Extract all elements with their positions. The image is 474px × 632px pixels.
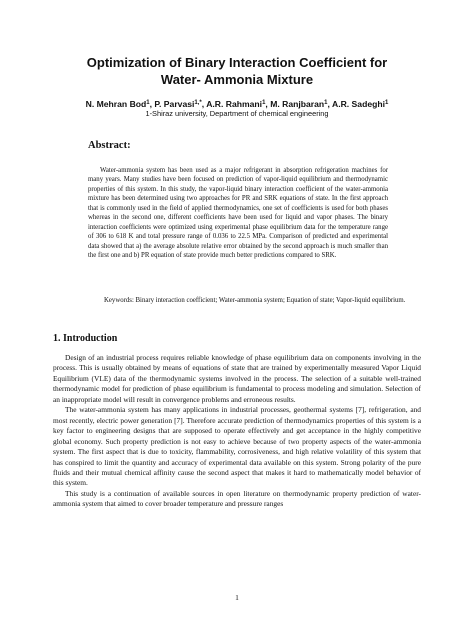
title-line-1: Optimization of Binary Interaction Coefficient for (86, 55, 388, 70)
author-affil-mark: 1 (262, 100, 266, 106)
author-list: N. Mehran Bod$^1$, P. Parvasi$^{1,*}$, A.R. Rahmani$^1$, M. Ranjbaran$^1$, A.R. Sadeghi$^1$ (85, 99, 389, 109)
author-name: P. Parvasi (154, 99, 195, 109)
title-line-2: Water- Ammonia Mixture (160, 72, 314, 87)
abstract-heading: Abstract: (88, 140, 131, 151)
author-name: A.R. Sadeghi (331, 99, 385, 109)
paper-title (40, 54, 434, 88)
author-name: A.R. Rahmani (206, 99, 263, 109)
abstract-text: Water-ammonia system has been used as a major refrigerant in absorption refrigeration machines for many years. Many studies have been focused on prediction of vapor-liquid equilibrium and thermodynamic properties of this system. In this study, the vapor-liquid binary interaction coefficient of the water-ammonia mixture has been determined using two approaches for PR and SRK equations of state. In the first approach that is commonly used in the field of applied thermodynamics, one set of coefficients is used for both phases whereas in the second one, different coefficients have been used for liquid and vapor phases. The binary interaction coefficients were optimized using experimental phase equilibrium data for the temperature range of 306 to 618 K and total pressure range of 0.036 to 22.5 MPa. Comparison of predicted and experimental data showed that a) the average absolute relative error obtained by the second approach is much smaller than the first one and b) PR equation of state provide much better predictions compared to SRK. (88, 167, 388, 260)
section-heading-introduction: 1. Introduction (53, 333, 118, 344)
keywords: Keywords: Binary interaction coefficient; Water-ammonia system; Equation of state; Vapor-liquid equilibrium. (104, 297, 406, 304)
author-affil-mark: 1,* (194, 100, 202, 106)
paragraph: Design of an industrial process requires reliable knowledge of phase equilibrium data on components involving in the process. This is usually obtained by means of equations of state that are trained by experimentally measured Vapor Liquid Equilibrium (VLE) data of the thermodynamic systems involved in the process. The selection of a suitable well-trained thermodynamic model for prediction of phase equilibrium is fundamental to process modeling and simulation. Selection of an inappropriate model will result in convergence problems and erroneous results. (53, 353, 421, 404)
paragraph: This study is a continuation of available sources in open literature on thermodynamic property prediction of water-ammonia system that aimed to cover broader temperature and pressure ranges (53, 488, 421, 509)
author-affil-mark: 1 (385, 100, 389, 106)
author-affil-mark: 1 (146, 100, 150, 106)
author-affil-mark: 1 (324, 100, 328, 106)
introduction-body (53, 353, 421, 510)
paragraph: The water-ammonia system has many applications in industrial processes, geothermal systems [7], refrigeration, and most recently, electric power generation [7]. Therefore accurate prediction of thermodynamics properties of this system is a key factor to engineering designs that are supposed to operate effectively and get acceptance in the highly competitive global economy. Such property prediction is not easy to achieve because of two property aspects of the water-ammonia system. The first aspect that is due to toxicity, flammability, corrosiveness, and high relative volatility of this system that has conspired to limit the quantity and accuracy of experimental data available on this system. Strong polarity of the pure fluids and their mutual chemical affinity cause the second aspect that makes it hard to mathematically model behavior of this system. (53, 405, 421, 488)
page-number: 1 (235, 593, 239, 602)
author-name: N. Mehran Bod (85, 99, 147, 109)
affiliation: 1-Shiraz university, Department of chemical engineering (145, 109, 329, 118)
author-name: M. Ranjbaran (270, 99, 325, 109)
